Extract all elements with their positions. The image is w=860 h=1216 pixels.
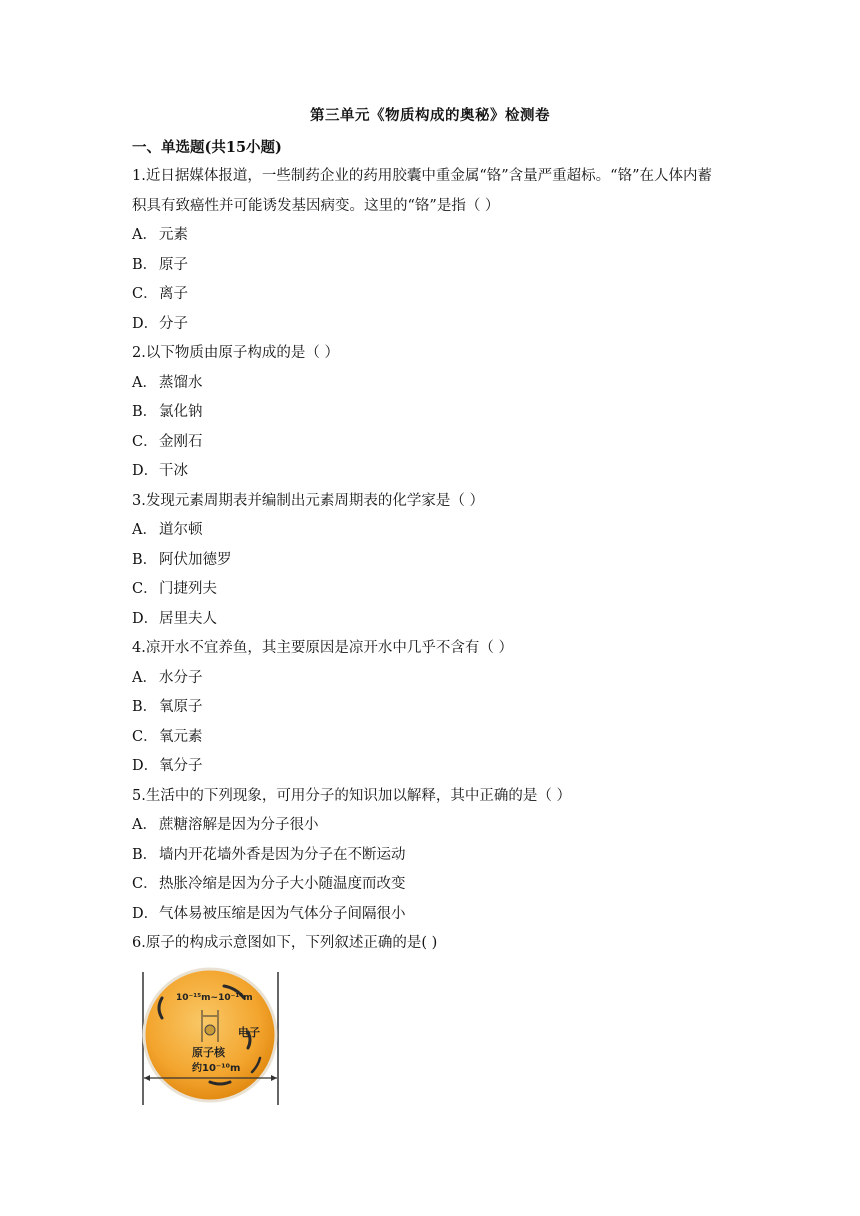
question-5 [132,782,732,930]
question-6 [132,929,732,959]
atom-structure-figure [130,960,280,1108]
document-title: 第三单元《物质构成的奥秘》检测卷 [310,107,550,124]
atom-diagram [130,960,280,1108]
option-b [132,546,732,576]
option-b [132,251,732,281]
option-text: 热胀冷缩是因为分子大小随温度而改变 [159,876,406,892]
question-stem: 3.发现元素周期表并编制出元素周期表的化学家是（ ） [132,492,484,509]
option-d [132,457,732,487]
option-label: D． [132,905,159,922]
option-label: C． [132,286,158,302]
option-text: 氧元素 [159,728,203,745]
question-stem-continued: 积具有致癌性并可能诱发基因病变。这里的“铬”是指（ ） [132,197,500,214]
option-a [132,516,732,546]
option-label: C． [132,433,158,450]
option-text: 门捷列夫 [159,581,217,597]
option-label: D． [132,463,159,479]
option-d [132,310,732,340]
option-label: B． [132,404,158,420]
option-text: 墙内开花墙外香是因为分子在不断运动 [159,846,406,863]
electron-label: 电子 [238,1026,260,1039]
option-c [132,575,732,605]
option-label: B． [132,256,158,273]
option-label: C． [132,876,158,892]
option-label: B． [132,846,158,863]
option-text: 元素 [159,227,188,243]
option-text: 干冰 [159,463,188,479]
option-text: 离子 [159,286,188,302]
option-label: A． [132,227,157,243]
option-a [132,811,732,841]
option-d [132,752,732,782]
option-text: 气体易被压缩是因为气体分子间隔很小 [159,905,406,922]
option-c [132,723,732,753]
option-text: 蔗糖溶解是因为分子很小 [159,817,319,833]
option-c [132,280,732,310]
section-heading: 一、单选题(共15小题) [132,139,282,156]
option-text: 道尔顿 [159,522,203,538]
question-stem: 5.生活中的下列现象，可用分子的知识加以解释，其中正确的是（ ） [132,787,571,804]
option-label: C． [132,728,158,745]
option-c [132,870,732,900]
option-label: A． [132,522,157,538]
option-text: 氧分子 [159,758,203,774]
nucleus-size-label: 10⁻¹⁵m~10⁻¹⁴m [176,993,253,1003]
question-2 [132,339,732,487]
nucleus [205,1025,215,1035]
option-b [132,841,732,871]
nucleus-label: 原子核 [192,1046,225,1059]
option-text: 居里夫人 [159,610,217,627]
question-stem: 2.以下物质由原子构成的是（ ） [132,345,339,361]
option-d [132,900,732,930]
option-label: D． [132,610,159,627]
question-stem: 4.凉开水不宜养鱼，其主要原因是凉开水中几乎不含有（ ） [132,640,513,656]
option-label: A． [132,817,157,833]
option-b [132,398,732,428]
option-text: 水分子 [159,669,203,686]
option-text: 氧原子 [159,699,203,715]
question-stem: 6.原子的构成示意图如下，下列叙述正确的是( ) [132,935,438,951]
option-label: C． [132,581,158,597]
option-a [132,221,732,251]
option-label: A． [132,669,157,686]
option-text: 阿伏加德罗 [159,551,232,568]
option-label: B． [132,699,158,715]
atom-size-label: 约10⁻¹⁰m [192,1063,241,1074]
option-d [132,605,732,635]
question-list [132,162,732,959]
option-a [132,369,732,399]
option-text: 分子 [159,315,188,332]
option-label: A． [132,374,157,391]
question-1 [132,162,732,339]
question-4 [132,634,732,782]
option-text: 蒸馏水 [159,374,203,391]
question-stem: 1.近日据媒体报道，一些制药企业的药用胶囊中重金属“铬”含量严重超标。“铬”在人体内蓄 [132,168,712,184]
option-label: D． [132,315,159,332]
question-3 [132,487,732,635]
option-text: 氯化钠 [159,404,203,420]
option-label: B． [132,551,158,568]
option-b [132,693,732,723]
option-a [132,664,732,694]
option-c [132,428,732,458]
option-text: 原子 [159,256,188,273]
option-label: D． [132,758,159,774]
option-text: 金刚石 [159,433,203,450]
